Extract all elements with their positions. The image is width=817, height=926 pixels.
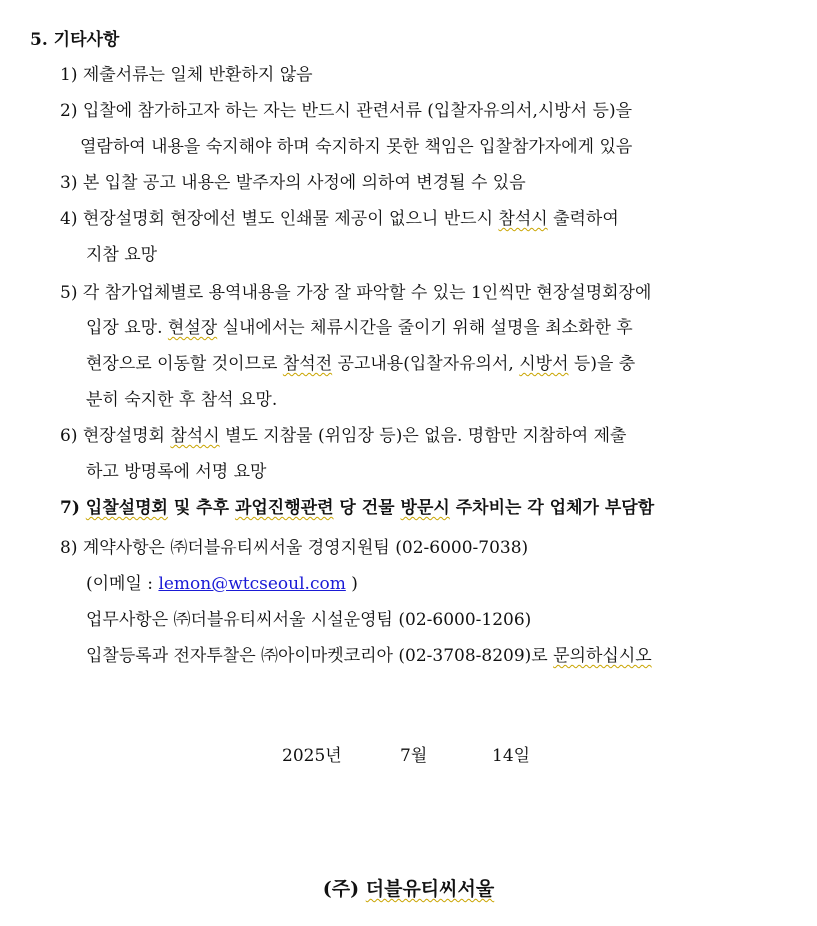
spellcheck-word: 참석시 [170,426,220,446]
item-text: 공고내용(입찰자유의서, [332,354,520,374]
list-item [60,99,632,123]
list-item [60,63,313,87]
item-text: 계약사항은 ㈜더블유티씨서울 경영지원팀 (02-6000-7038) [82,538,529,558]
list-item [60,536,528,560]
item-text: 등)을 충 [568,354,636,374]
item-text: 입찰등록과 전자투찰은 ㈜아이마켓코리아 (02-3708-8209)로 [86,646,554,666]
item-text: 당 건물 [333,498,401,518]
item-text-continued [86,316,633,340]
list-item [60,207,619,231]
spellcheck-word: 입찰설명회 [85,498,168,518]
item-text: 제출서류는 일체 반환하지 않음 [82,65,313,85]
list-item [60,171,526,195]
email-link[interactable]: lemon@wtcseoul.com [158,574,346,594]
item-text-continued: 분히 숙지한 후 참석 요망. [86,390,278,410]
item-text-continued: 업무사항은 ㈜더블유티씨서울 시설운영팀 (02-6000-1206) [86,610,532,630]
list-item [60,424,626,448]
item-text: 현장설명회 현장에선 별도 인쇄물 제공이 없으니 반드시 [82,209,499,229]
item-text: 출력하여 [547,209,619,229]
date-day: 14일 [492,746,531,766]
item-text-continued: 열람하여 내용을 숙지해야 하며 숙지하지 못한 책임은 입찰참가자에게 있음 [80,137,633,157]
item-text: 현장설명회 [82,426,171,446]
spellcheck-word: 참석시 [498,209,548,229]
list-item [60,281,651,305]
item-text: 본 입찰 공고 내용은 발주자의 사정에 의하여 변경될 수 있음 [82,173,526,193]
item-number: 2) [60,101,78,121]
item-text: 주차비는 각 업체가 부담함 [449,498,655,518]
date-month: 7월 [400,746,428,766]
item-text: 각 참가업체별로 용역내용을 가장 잘 파악할 수 있는 1인씩만 현장설명회장에 [82,283,652,303]
item-text-continued [86,352,635,376]
item-number: 5) [60,283,78,303]
item-number: 8) [60,538,78,558]
item-number: 6) [60,426,78,446]
company-name-text: 더블유티씨서울 [365,878,495,900]
list-item-bold [60,496,654,520]
item-number: 4) [60,209,78,229]
spellcheck-word: 현설장 [167,318,218,338]
item-number: 3) [60,173,78,193]
email-line [86,572,358,596]
company-name [0,876,817,902]
spellcheck-word: 과업진행관련 [234,498,334,518]
date-year: 2025년 [282,746,342,766]
spellcheck-word: 참석전 [282,354,333,374]
item-text-continued: 지참 요망 [86,245,158,265]
item-text: (이메일 : [86,574,159,594]
item-number: 7) [60,498,80,518]
item-text: 실내에서는 체류시간을 줄이기 위해 설명을 최소화한 후 [217,318,633,338]
item-text-continued [86,644,652,668]
company-prefix: (주) [322,878,366,900]
item-text-continued: 하고 방명록에 서명 요망 [86,462,267,482]
spellcheck-word: 방문시 [400,498,450,518]
item-text: ) [345,574,358,594]
item-number: 1) [60,65,78,85]
section-title: 5. 기타사항 [30,30,120,50]
item-text: 현장으로 이동할 것이므로 [86,354,283,374]
spellcheck-word: 문의하십시오 [553,646,652,666]
item-text: 및 추후 [167,498,235,518]
spellcheck-word: 시방서 [519,354,569,374]
item-text: 입장 요망. [86,318,168,338]
item-text: 입찰에 참가하고자 하는 자는 반드시 관련서류 (입찰자유의서,시방서 등)을 [82,101,633,121]
item-text: 별도 지참물 (위임장 등)은 없음. 명함만 지참하여 제출 [219,426,627,446]
